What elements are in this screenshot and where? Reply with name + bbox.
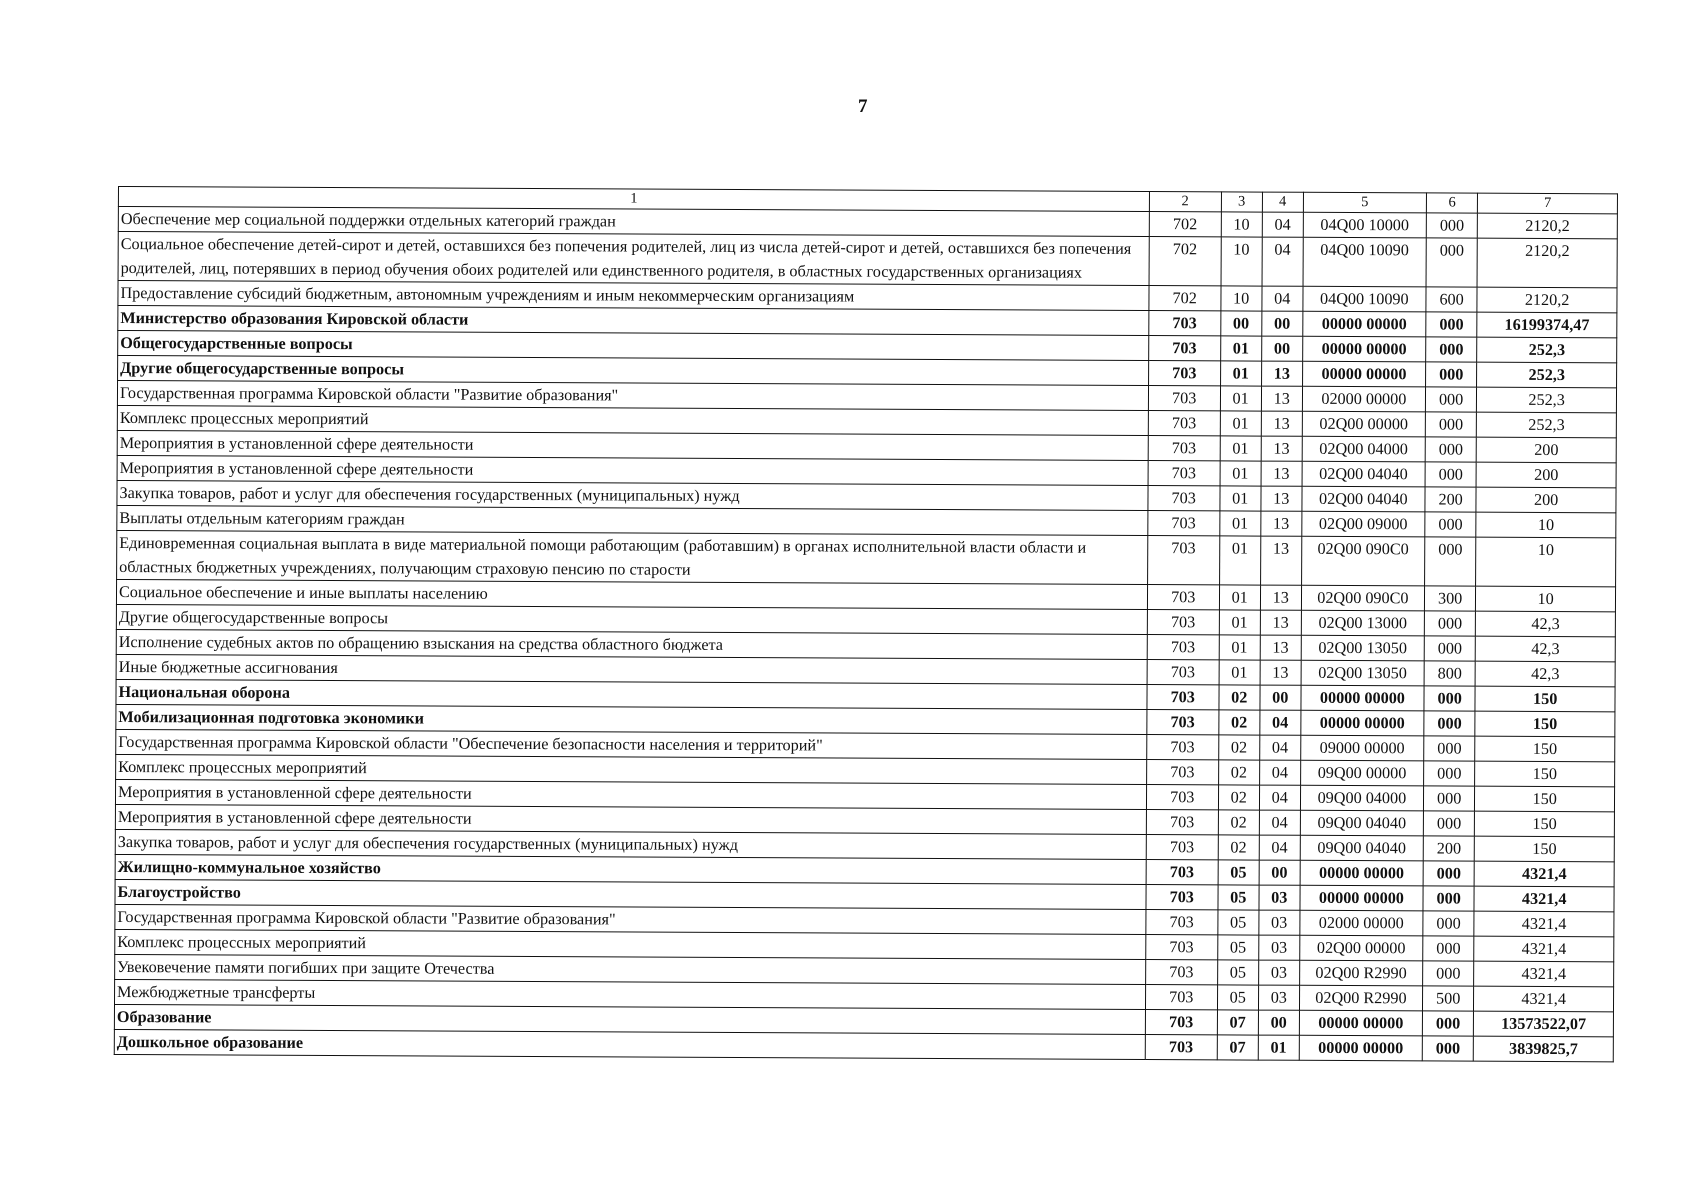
row-amount-cell: 4321,4 (1474, 936, 1614, 962)
row-col4-cell: 13 (1260, 635, 1301, 660)
row-col6-cell: 500 (1422, 986, 1473, 1011)
table-row (118, 232, 1617, 288)
row-amount-cell: 2120,2 (1477, 238, 1617, 288)
row-col2-cell: 702 (1149, 237, 1221, 286)
row-col4-cell: 01 (1258, 1035, 1299, 1060)
row-col3-cell: 01 (1219, 660, 1260, 685)
row-name-cell: Комплекс процессных мероприятий (116, 754, 1147, 784)
row-col2-cell: 703 (1147, 660, 1219, 685)
row-col3-cell: 01 (1220, 486, 1261, 511)
row-col5-cell: 02000 00000 (1300, 910, 1423, 936)
row-col2-cell: 703 (1148, 411, 1220, 436)
row-name-cell: Увековечение памяти погибших при защите Отечества (115, 954, 1146, 984)
row-col3-cell: 01 (1220, 386, 1261, 411)
row-col3-cell: 01 (1219, 536, 1260, 585)
row-amount-cell: 200 (1476, 462, 1616, 488)
row-amount-cell: 42,3 (1475, 661, 1615, 687)
row-col4-cell: 13 (1260, 536, 1301, 585)
row-col4-cell: 04 (1262, 212, 1303, 237)
row-col2-cell: 703 (1146, 835, 1218, 860)
row-col4-cell: 00 (1261, 336, 1302, 361)
row-col6-cell: 000 (1426, 362, 1477, 387)
row-col6-cell: 000 (1424, 736, 1475, 761)
row-name-cell: Мероприятия в установленной сфере деятельности (115, 779, 1146, 809)
row-name-cell: Другие общегосударственные вопросы (118, 356, 1149, 386)
row-col4-cell: 13 (1261, 436, 1302, 461)
row-col2-cell: 703 (1146, 760, 1218, 785)
row-name-cell: Комплекс процессных мероприятий (117, 405, 1148, 435)
row-col2-cell: 703 (1145, 960, 1217, 985)
row-col3-cell: 01 (1220, 461, 1261, 486)
row-amount-cell: 200 (1476, 437, 1616, 463)
row-col2-cell: 703 (1145, 1010, 1217, 1035)
row-col5-cell: 02Q00 09000 (1302, 511, 1425, 537)
row-col6-cell: 000 (1422, 1011, 1473, 1036)
row-col4-cell: 00 (1262, 311, 1303, 336)
row-col6-cell: 000 (1423, 786, 1474, 811)
row-col3-cell: 01 (1219, 635, 1260, 660)
row-name-cell: Национальная оборона (116, 679, 1147, 709)
row-col6-cell: 000 (1426, 238, 1478, 287)
row-col6-cell: 000 (1426, 213, 1477, 238)
header-col-5: 5 (1303, 192, 1426, 213)
row-amount-cell: 3839825,7 (1474, 1036, 1614, 1062)
row-amount-cell: 150 (1475, 686, 1615, 712)
row-col4-cell: 03 (1259, 885, 1300, 910)
row-col2-cell: 703 (1147, 635, 1219, 660)
header-col-6: 6 (1426, 193, 1477, 213)
row-col2-cell: 703 (1146, 935, 1218, 960)
row-col4-cell: 13 (1261, 361, 1302, 386)
row-amount-cell: 10 (1476, 586, 1616, 612)
row-col2-cell: 702 (1149, 286, 1221, 311)
row-col2-cell: 703 (1147, 536, 1219, 585)
row-amount-cell: 4321,4 (1474, 986, 1614, 1012)
row-amount-cell: 252,3 (1477, 362, 1617, 388)
row-col6-cell: 000 (1423, 936, 1474, 961)
row-col4-cell: 04 (1260, 710, 1301, 735)
row-col6-cell: 000 (1425, 462, 1476, 487)
row-col6-cell: 000 (1425, 387, 1476, 412)
row-col2-cell: 703 (1148, 386, 1220, 411)
row-col5-cell: 00000 00000 (1303, 311, 1426, 337)
row-col5-cell: 02Q00 04040 (1302, 461, 1425, 487)
row-col4-cell: 04 (1259, 785, 1300, 810)
row-col6-cell: 000 (1422, 1036, 1473, 1061)
row-col5-cell: 02Q00 00000 (1302, 411, 1425, 437)
row-amount-cell: 200 (1476, 487, 1616, 513)
row-col3-cell: 02 (1218, 760, 1259, 785)
row-col3-cell: 05 (1217, 985, 1258, 1010)
row-col2-cell: 703 (1145, 1035, 1217, 1060)
row-col3-cell: 10 (1221, 286, 1262, 311)
row-col5-cell: 02Q00 R2990 (1299, 960, 1422, 986)
row-name-cell: Государственная программа Кировской области "Обеспечение безопасности населения и территорий" (116, 729, 1147, 759)
row-col2-cell: 703 (1148, 486, 1220, 511)
row-col3-cell: 01 (1220, 361, 1261, 386)
row-col6-cell: 000 (1425, 412, 1476, 437)
row-name-cell: Межбюджетные трансферты (115, 979, 1146, 1009)
row-col4-cell: 00 (1258, 1010, 1299, 1035)
row-col2-cell: 703 (1146, 885, 1218, 910)
header-col-4: 4 (1262, 192, 1303, 212)
row-amount-cell: 2120,2 (1478, 213, 1618, 239)
row-amount-cell: 16199374,47 (1477, 312, 1617, 338)
row-amount-cell: 4321,4 (1474, 911, 1614, 937)
row-col6-cell: 000 (1423, 911, 1474, 936)
row-col5-cell: 02Q00 13050 (1301, 660, 1424, 686)
row-col3-cell: 01 (1219, 610, 1260, 635)
row-name-cell: Министерство образования Кировской области (118, 306, 1149, 336)
row-col5-cell: 00000 00000 (1300, 860, 1423, 886)
row-amount-cell: 10 (1476, 537, 1616, 587)
row-col6-cell: 000 (1426, 337, 1477, 362)
row-amount-cell: 150 (1475, 836, 1615, 862)
row-col2-cell: 703 (1146, 910, 1218, 935)
row-name-cell: Закупка товаров, работ и услуг для обеспечения государственных (муниципальных) нужд (115, 829, 1146, 859)
row-col2-cell: 703 (1147, 685, 1219, 710)
row-col2-cell: 703 (1148, 436, 1220, 461)
row-col6-cell: 000 (1424, 611, 1475, 636)
row-col5-cell: 00000 00000 (1300, 885, 1423, 911)
row-name-cell: Исполнение судебных актов по обращению взыскания на средства областного бюджета (116, 629, 1147, 659)
row-col3-cell: 05 (1218, 910, 1259, 935)
row-name-cell: Комплекс процессных мероприятий (115, 929, 1146, 959)
row-name-cell: Благоустройство (115, 879, 1146, 909)
row-col4-cell: 04 (1262, 237, 1303, 286)
row-col3-cell: 10 (1221, 237, 1262, 286)
row-col5-cell: 00000 00000 (1299, 1035, 1422, 1061)
row-col5-cell: 00000 00000 (1301, 685, 1424, 711)
row-col2-cell: 703 (1148, 511, 1220, 536)
row-col3-cell: 02 (1218, 785, 1259, 810)
budget-table-container (114, 186, 1618, 1062)
row-col5-cell: 09Q00 04040 (1300, 835, 1423, 861)
row-col3-cell: 01 (1220, 336, 1261, 361)
row-col2-cell: 703 (1145, 985, 1217, 1010)
row-col6-cell: 000 (1424, 761, 1475, 786)
page-number: 7 (858, 96, 868, 117)
row-col2-cell: 703 (1146, 860, 1218, 885)
row-name-cell: Дошкольное образование (114, 1029, 1145, 1059)
row-col2-cell: 703 (1148, 336, 1220, 361)
row-col4-cell: 13 (1261, 386, 1302, 411)
row-amount-cell: 4321,4 (1474, 886, 1614, 912)
row-col6-cell: 000 (1424, 636, 1475, 661)
row-name-cell: Мероприятия в установленной сфере деятельности (115, 804, 1146, 834)
row-col6-cell: 000 (1425, 437, 1476, 462)
row-amount-cell: 252,3 (1477, 412, 1617, 438)
row-name-cell: Общегосударственные вопросы (118, 331, 1149, 361)
row-amount-cell: 42,3 (1476, 636, 1616, 662)
row-name-cell: Иные бюджетные ассигнования (116, 654, 1147, 684)
row-col2-cell: 702 (1149, 212, 1221, 237)
row-col6-cell: 200 (1423, 836, 1474, 861)
row-col3-cell: 02 (1219, 685, 1260, 710)
row-col6-cell: 600 (1426, 287, 1477, 312)
row-col3-cell: 02 (1218, 810, 1259, 835)
row-name-cell: Мероприятия в установленной сфере деятельности (117, 455, 1148, 485)
row-amount-cell: 13573522,07 (1474, 1011, 1614, 1037)
row-col3-cell: 07 (1217, 1035, 1258, 1060)
row-col5-cell: 09Q00 00000 (1300, 760, 1423, 786)
row-col3-cell: 10 (1221, 212, 1262, 237)
row-col5-cell: 02Q00 04040 (1302, 486, 1425, 512)
row-col3-cell: 07 (1217, 1010, 1258, 1035)
row-amount-cell: 150 (1475, 811, 1615, 837)
row-name-cell: Государственная программа Кировской области "Развитие образования" (117, 381, 1148, 411)
row-name-cell: Мобилизационная подготовка экономики (116, 704, 1147, 734)
row-name-cell: Мероприятия в установленной сфере деятельности (117, 430, 1148, 460)
row-col2-cell: 703 (1148, 461, 1220, 486)
row-name-cell: Другие общегосударственные вопросы (116, 604, 1147, 634)
row-col6-cell: 000 (1423, 886, 1474, 911)
row-col6-cell: 000 (1423, 961, 1474, 986)
row-amount-cell: 4321,4 (1474, 961, 1614, 987)
row-col5-cell: 04Q00 10090 (1303, 237, 1426, 287)
row-col6-cell: 200 (1425, 487, 1476, 512)
row-col2-cell: 703 (1149, 311, 1221, 336)
row-col2-cell: 703 (1147, 585, 1219, 610)
row-col4-cell: 13 (1261, 411, 1302, 436)
row-col4-cell: 13 (1260, 585, 1301, 610)
row-name-cell: Выплаты отдельным категориям граждан (117, 505, 1148, 535)
row-col3-cell: 02 (1218, 835, 1259, 860)
row-col5-cell: 02Q00 R2990 (1299, 985, 1422, 1011)
row-col4-cell: 03 (1259, 910, 1300, 935)
row-col5-cell: 04Q00 10000 (1303, 212, 1426, 238)
row-col2-cell: 703 (1147, 710, 1219, 735)
row-col4-cell: 04 (1259, 835, 1300, 860)
row-amount-cell: 150 (1475, 761, 1615, 787)
row-col4-cell: 13 (1261, 511, 1302, 536)
row-col5-cell: 02Q00 13000 (1301, 610, 1424, 636)
row-col6-cell: 000 (1424, 711, 1475, 736)
row-col6-cell: 000 (1425, 537, 1477, 586)
row-amount-cell: 150 (1475, 711, 1615, 737)
row-col2-cell: 703 (1147, 610, 1219, 635)
row-col2-cell: 703 (1147, 735, 1219, 760)
row-col5-cell: 09000 00000 (1301, 735, 1424, 761)
row-amount-cell: 252,3 (1477, 337, 1617, 363)
row-col4-cell: 03 (1258, 935, 1299, 960)
row-col5-cell: 00000 00000 (1299, 1010, 1422, 1036)
row-amount-cell: 150 (1475, 736, 1615, 762)
row-amount-cell: 252,3 (1477, 387, 1617, 413)
row-amount-cell: 2120,2 (1477, 287, 1617, 313)
row-col3-cell: 02 (1219, 710, 1260, 735)
row-col3-cell: 01 (1219, 585, 1260, 610)
row-col6-cell: 300 (1424, 586, 1475, 611)
row-col4-cell: 00 (1260, 685, 1301, 710)
header-col-7: 7 (1478, 193, 1618, 214)
row-name-cell: Государственная программа Кировской области "Развитие образования" (115, 904, 1146, 934)
row-name-cell: Закупка товаров, работ и услуг для обеспечения государственных (муниципальных) нужд (117, 480, 1148, 510)
row-col2-cell: 703 (1146, 810, 1218, 835)
row-name-cell: Социальное обеспечение и иные выплаты населению (116, 579, 1147, 609)
row-col4-cell: 13 (1260, 610, 1301, 635)
header-col-3: 3 (1221, 192, 1262, 212)
row-name-cell: Единовременная социальная выплата в виде материальной помощи работающим (работавшим) в органах исполнительной власти области и областных бюджетных учреждениях, получающим страховую пенсию по старости (117, 530, 1148, 584)
row-amount-cell: 42,3 (1476, 611, 1616, 637)
row-col3-cell: 05 (1218, 860, 1259, 885)
row-name-cell: Жилищно-коммунальное хозяйство (115, 854, 1146, 884)
row-col5-cell: 02Q00 13050 (1301, 635, 1424, 661)
row-col4-cell: 13 (1260, 660, 1301, 685)
row-col6-cell: 800 (1424, 661, 1475, 686)
row-col4-cell: 04 (1259, 810, 1300, 835)
row-col6-cell: 000 (1423, 861, 1474, 886)
header-col-2: 2 (1149, 192, 1221, 212)
table-body (114, 207, 1617, 1062)
row-col4-cell: 00 (1259, 860, 1300, 885)
row-col3-cell: 05 (1218, 885, 1259, 910)
row-col4-cell: 04 (1262, 286, 1303, 311)
row-col3-cell: 05 (1217, 935, 1258, 960)
row-col5-cell: 04Q00 10090 (1303, 286, 1426, 312)
row-name-cell: Образование (114, 1004, 1145, 1034)
row-col5-cell: 00000 00000 (1301, 710, 1424, 736)
row-col4-cell: 04 (1259, 735, 1300, 760)
row-col5-cell: 02Q00 090C0 (1301, 536, 1424, 586)
row-amount-cell: 4321,4 (1474, 861, 1614, 887)
row-col5-cell: 00000 00000 (1302, 336, 1425, 362)
row-col5-cell: 09Q00 04040 (1300, 810, 1423, 836)
row-col5-cell: 02Q00 090C0 (1301, 585, 1424, 611)
row-col3-cell: 05 (1217, 960, 1258, 985)
row-col3-cell: 01 (1220, 436, 1261, 461)
row-amount-cell: 150 (1475, 786, 1615, 812)
row-amount-cell: 10 (1476, 512, 1616, 538)
row-col4-cell: 13 (1261, 461, 1302, 486)
row-col6-cell: 000 (1426, 312, 1477, 337)
row-col6-cell: 000 (1423, 811, 1474, 836)
row-col3-cell: 01 (1220, 411, 1261, 436)
row-col4-cell: 03 (1258, 960, 1299, 985)
row-col4-cell: 13 (1261, 486, 1302, 511)
row-col4-cell: 03 (1258, 985, 1299, 1010)
row-col5-cell: 02Q00 00000 (1300, 935, 1423, 961)
row-name-cell: Обеспечение мер социальной поддержки отдельных категорий граждан (118, 207, 1149, 237)
row-col2-cell: 703 (1146, 785, 1218, 810)
row-col2-cell: 703 (1148, 361, 1220, 386)
row-name-cell: Социальное обеспечение детей-сирот и детей, оставшихся без попечения родителей, лиц из числа детей-сирот и детей, оставшихся без попечения родителей, лиц, потерявших в период обучения обоих родителей или единственного родителя, в областных государственных организациях (118, 232, 1149, 286)
row-col5-cell: 02Q00 04000 (1302, 436, 1425, 462)
row-col3-cell: 02 (1218, 735, 1259, 760)
row-col5-cell: 00000 00000 (1302, 361, 1425, 387)
row-col3-cell: 01 (1219, 511, 1260, 536)
row-col6-cell: 000 (1425, 512, 1476, 537)
row-name-cell: Предоставление субсидий бюджетным, автономным учреждениям и иным некоммерческим организациям (118, 281, 1149, 311)
header-col-1: 1 (118, 187, 1149, 212)
budget-table (114, 186, 1618, 1062)
row-col4-cell: 04 (1259, 760, 1300, 785)
row-col6-cell: 000 (1424, 686, 1475, 711)
row-col5-cell: 09Q00 04000 (1300, 785, 1423, 811)
table-row (117, 530, 1616, 586)
row-col5-cell: 02000 00000 (1302, 386, 1425, 412)
row-col3-cell: 00 (1220, 311, 1261, 336)
